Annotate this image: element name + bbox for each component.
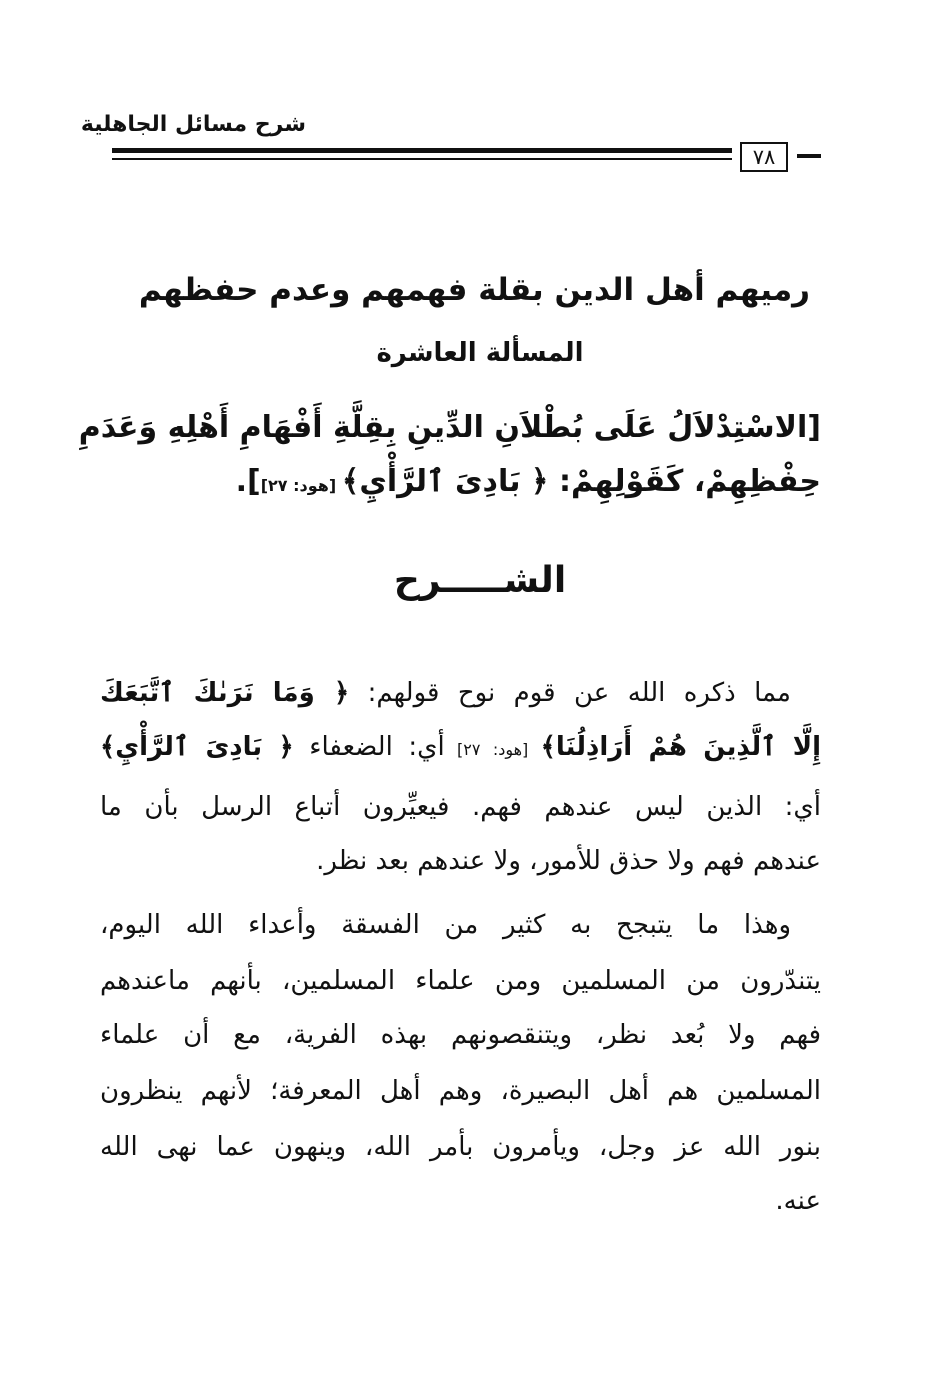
issue-subtitle: المسألة العاشرة bbox=[376, 338, 584, 368]
header-rule-right bbox=[797, 154, 821, 158]
quran-quote: إِلَّا ٱلَّذِينَ هُمْ أَرَاذِلُنَا﴾ bbox=[540, 732, 822, 762]
quran-quote: ﴿ بَادِىَ ٱلرَّأْيِ﴾ bbox=[100, 732, 294, 762]
quran-reference: [هود: ٢٧] bbox=[260, 476, 342, 495]
para2-line-1: وهذا ما يتبجح به كثير من الفسقة وأعداء الله اليوم، bbox=[100, 910, 791, 940]
para1-text: مما ذكره الله عن قوم نوح قولهم: bbox=[349, 678, 791, 708]
header-rule-thin bbox=[112, 158, 732, 160]
para1-line-2 bbox=[100, 732, 821, 762]
chapter-title: رميهم أهل الدين بقلة فهمهم وعدم حفظهم bbox=[138, 272, 810, 308]
para1-line-4: عندهم فهم ولا حذق للأمور، ولا عندهم بعد نظر. bbox=[316, 846, 821, 876]
page-number: ٧٨ bbox=[740, 142, 788, 172]
matn-end: ]. bbox=[235, 464, 261, 499]
matn-line-2 bbox=[236, 464, 821, 499]
header-rule-thick bbox=[112, 148, 732, 153]
para2-line-5: بنور الله عز وجل، ويأمرون بأمر الله، وينهون عما نهى الله bbox=[100, 1132, 821, 1162]
para1-line-3: أي: الذين ليس عندهم فهم. فيعيِّرون أتباع الرسل بأن ما bbox=[100, 792, 821, 822]
quran-quote: ﴿ وَمَا نَرَىٰكَ ٱتَّبَعَكَ bbox=[100, 678, 350, 708]
para1-line-1 bbox=[100, 678, 821, 708]
para2-line-2: يتندّرون من المسلمين ومن علماء المسلمين، بأنهم ماعندهم bbox=[100, 966, 821, 996]
para1-text: أي: الضعفاء bbox=[293, 732, 445, 762]
quran-reference: [هود: ٢٧] bbox=[444, 740, 541, 759]
matn-text: حِفْظِهِمْ، كَقَوْلِهِمْ: bbox=[548, 464, 821, 499]
quran-quote: ﴿ بَادِىَ ٱلرَّأْيِ﴾ bbox=[341, 464, 549, 499]
section-heading: الشـــــرح bbox=[393, 560, 567, 601]
para2-line-4: المسلمين هم أهل البصيرة، وهم أهل المعرفة؛ لأنهم ينظرون bbox=[100, 1076, 821, 1106]
matn-line-1: [الاسْتِدْلاَلُ عَلَى بُطْلاَنِ الدِّينِ بِقِلَّةِ أَفْهَامِ أَهْلِهِ وَعَدَمِ bbox=[78, 410, 821, 445]
para2-line-6: عنه. bbox=[775, 1186, 821, 1216]
running-title: شرح مسائل الجاهلية bbox=[80, 112, 306, 137]
para2-line-3: فهم ولا بُعد نظر، ويتنقصونهم بهذه الفرية، مع أن علماء bbox=[100, 1020, 821, 1050]
